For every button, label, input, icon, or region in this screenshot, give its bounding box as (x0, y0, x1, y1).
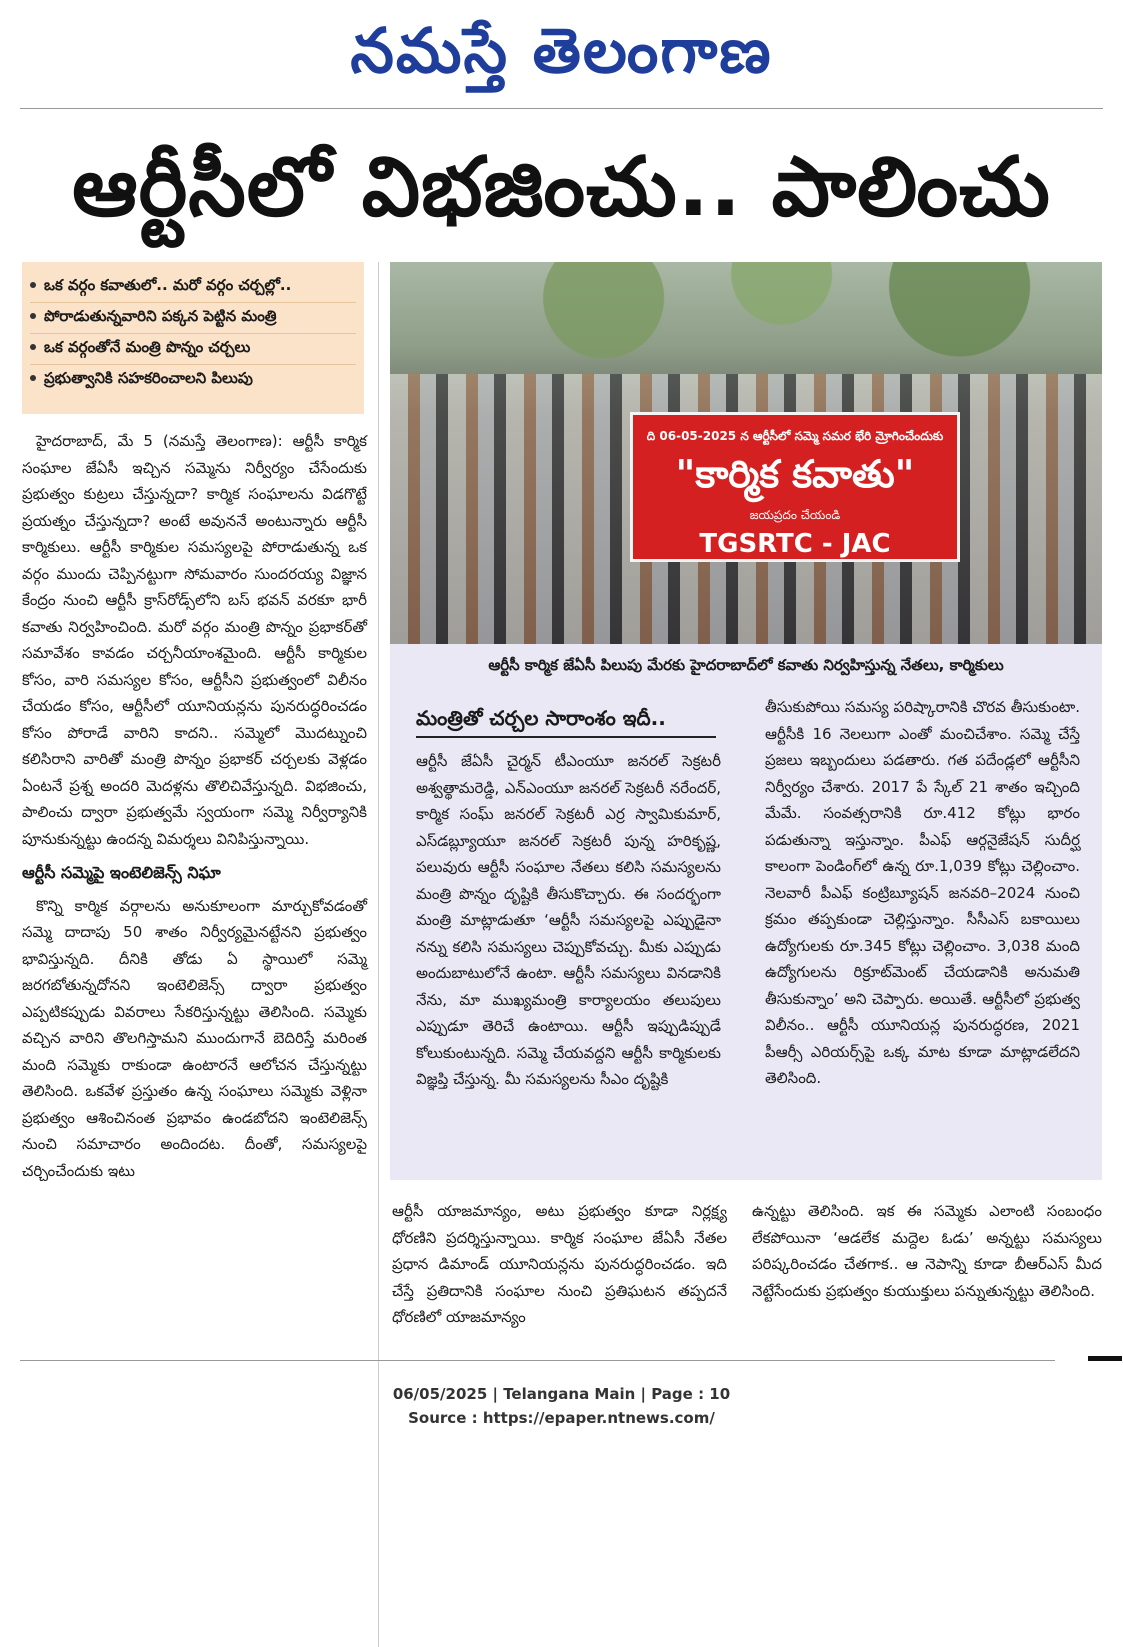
masthead-rule (20, 108, 1103, 109)
footer (0, 1382, 1123, 1430)
box-title: మంత్రితో చర్చల సారాంశం ఇదీ.. (416, 706, 666, 730)
article-paragraph: హైదరాబాద్, మే 5 (నమస్తే తెలంగాణ): ఆర్టీసీ కార్మిక సంఘాల జేఏసీ ఇచ్చిన సమ్మెను నిర్వీర్యం చేసేందుకు ప్రభుత్వం కుట్రలు చేస్తున్నదా? కార్మిక సంఘాలను విడగొట్టే ప్రయత్నం చేస్తున్నదా? అంటే అవుననే అంటున్నారు ఆర్టీసీ కార్మికులు. ఆర్టీసీ కార్మికుల సమస్యలపై పోరాడుతున్న ఒక వర్గం ముందు చెప్పినట్టుగా సోమవారం సుందరయ్య విజ్ఞాన కేంద్రం నుంచి ఆర్టీసీ క్రాస్‌రోడ్స్‌లోని బస్ భవన్ వరకూ భారీ కవాతు నిర్వహించింది. మరో వర్గం మంత్రి పొన్నం ప్రభాకర్‌తో సమావేశం కావడం చర్చనీయాంశమైంది. ఆర్టీసీ కార్మికుల కోసం, వారి సమస్యల కోసం, ఆర్టీసీని ప్రభుత్వంలో విలీనం చేయడం కోసం, ఆర్టీసీలో యూనియన్లను పునరుద్ధరించడం కోసం పోరాడే వారిని కాదని.. సమ్మెలో మొదట్నుంచి కలిసిరాని వారితో మంత్రి పొన్నం ప్రభాకర్ చర్చలకు వెళ్లడం ఏంటనే ప్రశ్న అందరి మెదళ్లను తొలిచివేస్తున్నది. విభజించు, పాలించు ద్వారా ప్రభుత్వమే స్వయంగా సమ్మె నిర్వీర్యానికి పూనుకున్నట్టు ఉందన్న విమర్శలు వినిపిస్తున్నాయి. (22, 432, 367, 848)
headline: ఆర్టీసీలో విభజించు.. పాలించు (72, 140, 1051, 235)
masthead: నమస్తే తెలంగాణ (350, 14, 773, 87)
protest-banner (630, 412, 960, 562)
highlight-item: పోరాడుతున్నవారిని పక్కన పెట్టిన మంత్రి (30, 303, 356, 334)
box-column-1: ఆర్టీసీ జేఏసీ చైర్మన్ టీఎంయూ జనరల్ సెక్రటరీ అశ్వత్థామరెడ్డి, ఎన్‌ఎంయూ జనరల్ సెక్రటరీ నరేందర్, కార్మిక సంఘ్ జనరల్ సెక్రటరీ ఎర్ర స్వామికుమార్, ఎస్‌డబ్ల్యూయూ జనరల్ సెక్రటరీ పున్న హరికృష్ణ, పలువురు ఆర్టీసీ సంఘాల నేతలు కలిసి సమస్యలను మంత్రి పొన్నం దృష్టికి తీసుకొచ్చారు. ఈ సందర్భంగా మంత్రి మాట్లాడుతూ ‘ఆర్టీసీ సమస్యలపై ఎప్పుడైనా నన్ను కలిసి సమస్యలు చెప్పుకోవచ్చు. మీకు ఎప్పుడు అందుబాటులోనే ఉంటా. ఆర్టీసీ సమస్యలు వినడానికి నేను, మా ముఖ్యమంత్రి కార్యాలయం తలుపులు ఎప్పుడూ తెరిచే ఉంటాయి. ఆర్టీసీ ఇప్పుడిప్పుడే కోలుకుంటున్నది. సమ్మె చేయవద్దని ఆర్టీసీ కార్మికులకు విజ్ఞప్తి చేస్తున్న. మీ సమస్యలను సీఎం దృష్టికి (416, 752, 721, 1088)
highlights-box (22, 262, 364, 414)
footer-rule (20, 1360, 1055, 1361)
banner-main-text: "కార్మిక కవాతు" (675, 452, 915, 496)
bullet-icon (30, 375, 36, 381)
footer-date-line: 06/05/2025 | Telangana Main | Page : 10 (392, 1385, 731, 1403)
bullet-icon (30, 313, 36, 319)
highlight-item: ఒక వర్గంతోనే మంత్రి పొన్నం చర్చలు (30, 334, 356, 365)
bottom-column-1: ఆర్టీసీ యాజమాన్యం, అటు ప్రభుత్వం కూడా నిర్లక్ష్య ధోరణిని ప్రదర్శిస్తున్నాయి. కార్మిక సంఘాల జేఏసీ నేతల ప్రధాన డిమాండ్ యూనియన్లను పునరుద్ధరించడం. ఇది చేస్తే ప్రతిదానికి సంఘాల నుంచి ప్రతిఘటన తప్పదనే ధోరణిలో యాజమాన్యం (392, 1202, 727, 1326)
banner-sub-text: జయప్రదం చేయండి (749, 508, 841, 522)
photo-caption: ఆర్టీసీ కార్మిక జేఏసీ పిలుపు మేరకు హైదరాబాద్‌లో కవాతు నిర్వహిస్తున్న నేతలు, కార్మికులు (390, 644, 1102, 686)
column-divider (378, 262, 379, 1647)
footer-source-line[interactable]: Source : https://epaper.ntnews.com/ (408, 1409, 715, 1427)
rally-photo (390, 262, 1102, 644)
banner-top-text: ది 06-05-2025 న ఆర్టీసీలో సమ్మె సమర భేరి మ్రోగించేందుకు (646, 429, 944, 443)
box-title-rule (416, 736, 716, 738)
box-column-2: తీసుకుపోయి సమస్య పరిష్కారానికి చొరవ తీసుకుంటా. ఆర్టీసీకి 16 నెలలుగా ఎంతో మంచిచేశాం. సమ్మె చేస్తే ప్రజలు ఇబ్బందులు పడతారు. గత పదేండ్లలో ఆర్టీసీని నిర్వీర్యం చేశారు. 2017 పే స్కేల్ 21 శాతం ఇచ్చింది మేమే. సంవత్సరానికి రూ.412 కోట్లు భారం పడుతున్నా ఇస్తున్నాం. పీఎఫ్ ఆర్గనైజేషన్ సుదీర్ఘ కాలంగా పెండింగ్‌లో ఉన్న రూ.1,039 కోట్లు చెల్లించాం. నెలవారీ పీఎఫ్ కంట్రిబ్యూషన్ జనవరి–2024 నుంచి క్రమం తప్పకుండా చెల్లిస్తున్నాం. సీసీఎస్ బకాయిలు ఉద్యోగులకు రూ.345 కోట్లు చెల్లించాం. 3,038 మంది ఉద్యోగులను రిక్రూట్‌మెంట్ చేయడానికి అనుమతి తీసుకున్నాం’ అని చెప్పారు. అయితే. ఆర్టీసీలో ప్రభుత్వ విలీనం.. ఆర్టీసీ యూనియన్ల పునరుద్ధరణ, 2021 పీఆర్సీ ఎరియర్స్‌పై ఒక్క మాట కూడా మాట్లాడలేదని తెలిసింది. (765, 698, 1080, 1087)
highlight-item: ఒక వర్గం కవాతులో.. మరో వర్గం చర్చల్లో.. (30, 272, 356, 303)
bottom-column-2: ఉన్నట్టు తెలిసింది. ఇక ఈ సమ్మెకు ఎలాంటి సంబంధం లేకపోయినా ‘ఆడలేక మద్దెల ఓడు’ అన్నట్టు సమస్యలు పరిష్కరించడం చేతగాక.. ఆ నెపాన్ని కూడా బీఆర్‌ఎస్ మీద నెట్టేసేందుకు ప్రభుత్వం కుయుక్తులు పన్నుతున్నట్టు తెలిసింది. (752, 1202, 1102, 1300)
highlight-item: ప్రభుత్వానికి సహకరించాలని పిలుపు (30, 365, 356, 395)
discussion-summary-box (390, 686, 1102, 1180)
bullet-icon (30, 344, 36, 350)
banner-jac-text: TGSRTC - JAC (699, 529, 891, 559)
sub-heading: ఆర్టీసీ సమ్మెపై ఇంటెలిజెన్స్ నిఘా (22, 863, 221, 882)
page-end-mark (1088, 1356, 1122, 1361)
photo-trees (390, 262, 1102, 382)
left-column (22, 428, 367, 1190)
bullet-icon (30, 282, 36, 288)
article-paragraph: కొన్ని కార్మిక వర్గాలను అనుకూలంగా మార్చుకోవడంతో సమ్మె దాదాపు 50 శాతం నిర్వీర్యమైనట్టేనని ప్రభుత్వం భావిస్తున్నది. దీనికి తోడు ఏ స్థాయిలో సమ్మె జరగబోతున్నదోనని ఇంటెలిజెన్స్ ద్వారా ప్రభుత్వం ఎప్పటికప్పుడు వివరాలు సేకరిస్తున్నట్టు తెలిసింది. సమ్మెకు వచ్చిన వారిని తొలగిస్తామని ముందుగానే బెదిరిస్తే మరింత మంది సమ్మెకు రాకుండా ఉంటారనే ఆలోచన చేస్తున్నట్టు తెలిసింది. ఒకవేళ ప్రస్తుతం ఉన్న సంఘాలు సమ్మెకు వెళ్లినా ప్రభుత్వం ఆశించినంత ప్రభావం ఉండబోదని ఇంటెలిజెన్స్ నుంచి సమాచారం అందిందట. దీంతో, సమస్యలపై చర్చించేందుకు ఇటు (22, 896, 367, 1180)
